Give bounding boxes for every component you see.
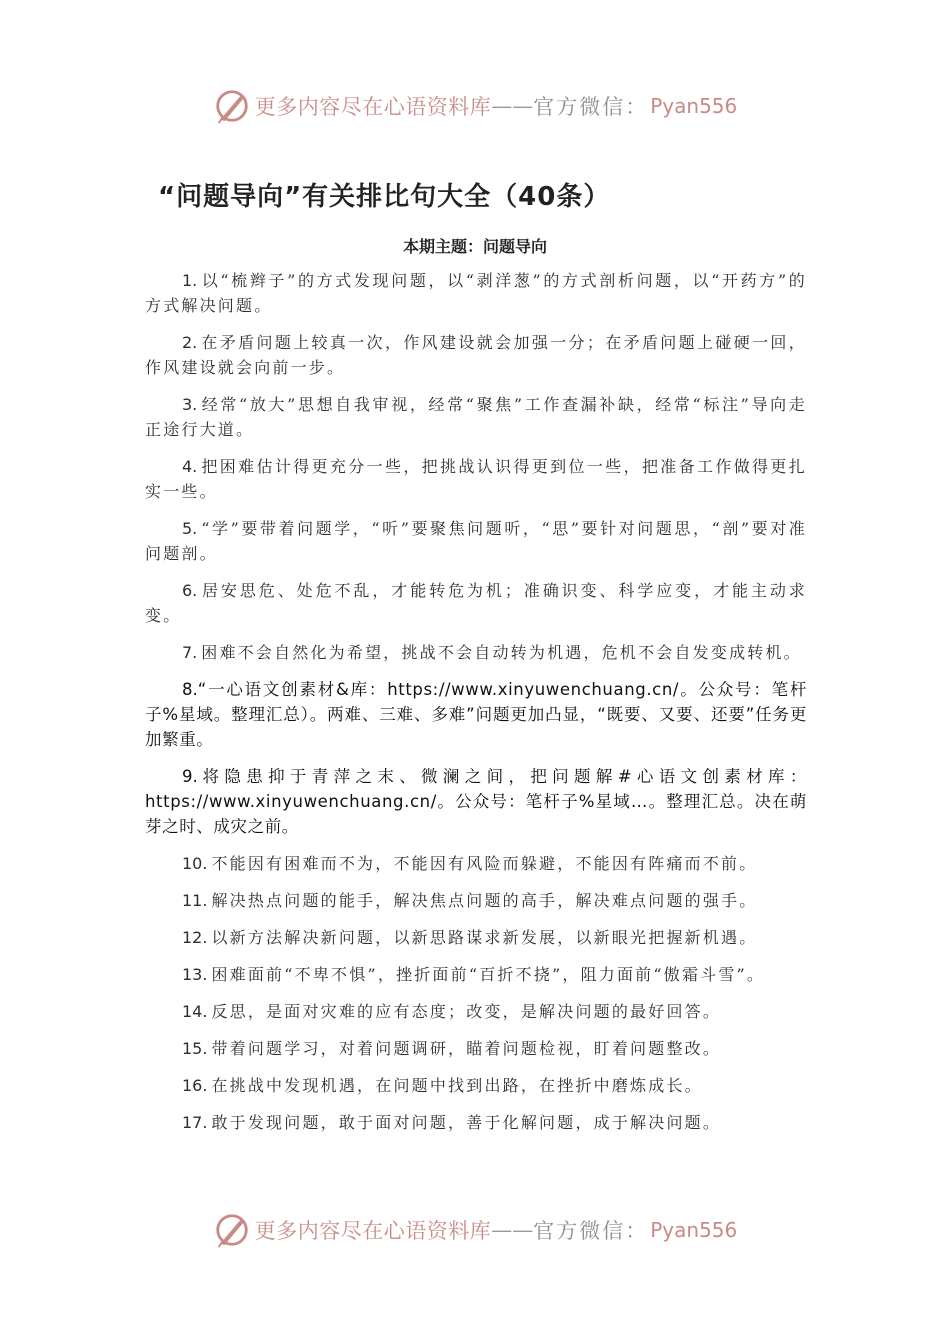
list-item xyxy=(145,268,807,318)
banner-official-label: 官方微信： xyxy=(533,1219,649,1243)
item-text: 居安思危、处危不乱，才能转危为机；准确识变、科学应变，才能主动求变。 xyxy=(145,581,807,625)
banner-official-label: 官方微信： xyxy=(533,95,649,119)
item-text: 带着问题学习，对着问题调研，瞄着问题检视，盯着问题整改。 xyxy=(211,1039,722,1058)
header-banner xyxy=(0,84,950,128)
quill-logo-icon xyxy=(213,1211,251,1249)
item-number: 5. xyxy=(182,519,198,538)
item-number: 4. xyxy=(182,457,198,476)
item-number: 9. xyxy=(182,767,198,786)
banner-separator: —— xyxy=(491,94,534,118)
list-item xyxy=(145,677,807,752)
item-text: 解决热点问题的能手，解决焦点问题的高手，解决难点问题的强手。 xyxy=(211,891,758,910)
item-number: 1. xyxy=(182,271,198,290)
list-item xyxy=(145,392,807,442)
item-number: 15. xyxy=(182,1039,208,1058)
quill-logo-icon xyxy=(213,87,251,125)
item-text: 将隐患抑于青萍之末、微澜之间，把问题解#心语文创素材库：https://www.xinyuwenchuang.cn/。公众号：笔杆子%星域…。整理汇总。决在萌芽之时、成灾之前。 xyxy=(145,767,807,836)
banner-wechat-id: Pyan556 xyxy=(650,1218,738,1242)
list-item xyxy=(145,764,807,839)
item-text: 把困难估计得更充分一些，把挑战认识得更到位一些，把准备工作做得更扎实一些。 xyxy=(145,457,807,501)
item-number: 17. xyxy=(182,1113,208,1132)
item-number: 14. xyxy=(182,1002,208,1021)
document-subtitle: 本期主题：问题导向 xyxy=(402,237,547,256)
list-item xyxy=(145,999,807,1024)
item-number: 2. xyxy=(182,333,198,352)
banner-text: 更多内容尽在心语资料库 xyxy=(254,95,492,119)
item-number: 7. xyxy=(182,643,198,662)
list-item xyxy=(145,330,807,380)
item-text: 困难不会自然化为希望，挑战不会自动转为机遇，危机不会自发变成转机。 xyxy=(201,643,802,662)
item-text: 以“梳辫子”的方式发现问题，以“剥洋葱”的方式剖析问题，以“开药方”的方式解决问题。 xyxy=(145,271,807,315)
list-item xyxy=(145,925,807,950)
footer-banner xyxy=(0,1208,950,1252)
item-number: 13. xyxy=(182,965,208,984)
item-text: “学”要带着问题学，“听”要聚焦问题听，“思”要针对问题思，“剖”要对准问题剖。 xyxy=(145,519,807,563)
item-text: 在矛盾问题上较真一次，作风建设就会加强一分；在矛盾问题上碰硬一回，作风建设就会向前一步。 xyxy=(145,333,807,377)
item-number: 16. xyxy=(182,1076,208,1095)
item-text: 敢于发现问题，敢于面对问题，善于化解问题，成于解决问题。 xyxy=(211,1113,722,1132)
item-text: 不能因有困难而不为，不能因有风险而躲避，不能因有阵痛而不前。 xyxy=(211,854,758,873)
list-item xyxy=(145,851,807,876)
banner-wechat-id: Pyan556 xyxy=(650,94,738,118)
list-item xyxy=(145,1073,807,1098)
item-text: 在挑战中发现机遇，在问题中找到出路，在挫折中磨炼成长。 xyxy=(211,1076,703,1095)
item-number: 10. xyxy=(182,854,208,873)
sentence-list xyxy=(145,268,807,1147)
list-item xyxy=(145,578,807,628)
item-number: 11. xyxy=(182,891,208,910)
banner-separator: —— xyxy=(491,1218,534,1242)
item-number: 8. xyxy=(182,680,198,699)
document-title: “问题导向”有关排比句大全（40条） xyxy=(158,182,611,212)
list-item xyxy=(145,516,807,566)
list-item xyxy=(145,1036,807,1061)
item-text: “一心语文创素材&库：https://www.xinyuwenchuang.cn/。公众号：笔杆子%星域。整理汇总）。两难、三难、多难”问题更加凸显，“既要、又要、还要”任务更加繁重。 xyxy=(145,680,807,749)
item-text: 以新方法解决新问题，以新思路谋求新发展，以新眼光把握新机遇。 xyxy=(211,928,758,947)
banner-text: 更多内容尽在心语资料库 xyxy=(254,1219,492,1243)
list-item xyxy=(145,640,807,665)
item-text: 经常“放大”思想自我审视，经常“聚焦”工作查漏补缺，经常“标注”导向走正途行大道。 xyxy=(145,395,807,439)
list-item xyxy=(145,454,807,504)
item-text: 反思，是面对灾难的应有态度；改变，是解决问题的最好回答。 xyxy=(211,1002,722,1021)
item-number: 3. xyxy=(182,395,198,414)
item-text: 困难面前“不卑不惧”，挫折面前“百折不挠”，阻力面前“傲霜斗雪”。 xyxy=(211,965,766,984)
list-item xyxy=(145,1110,807,1135)
list-item xyxy=(145,962,807,987)
item-number: 12. xyxy=(182,928,208,947)
list-item xyxy=(145,888,807,913)
item-number: 6. xyxy=(182,581,198,600)
